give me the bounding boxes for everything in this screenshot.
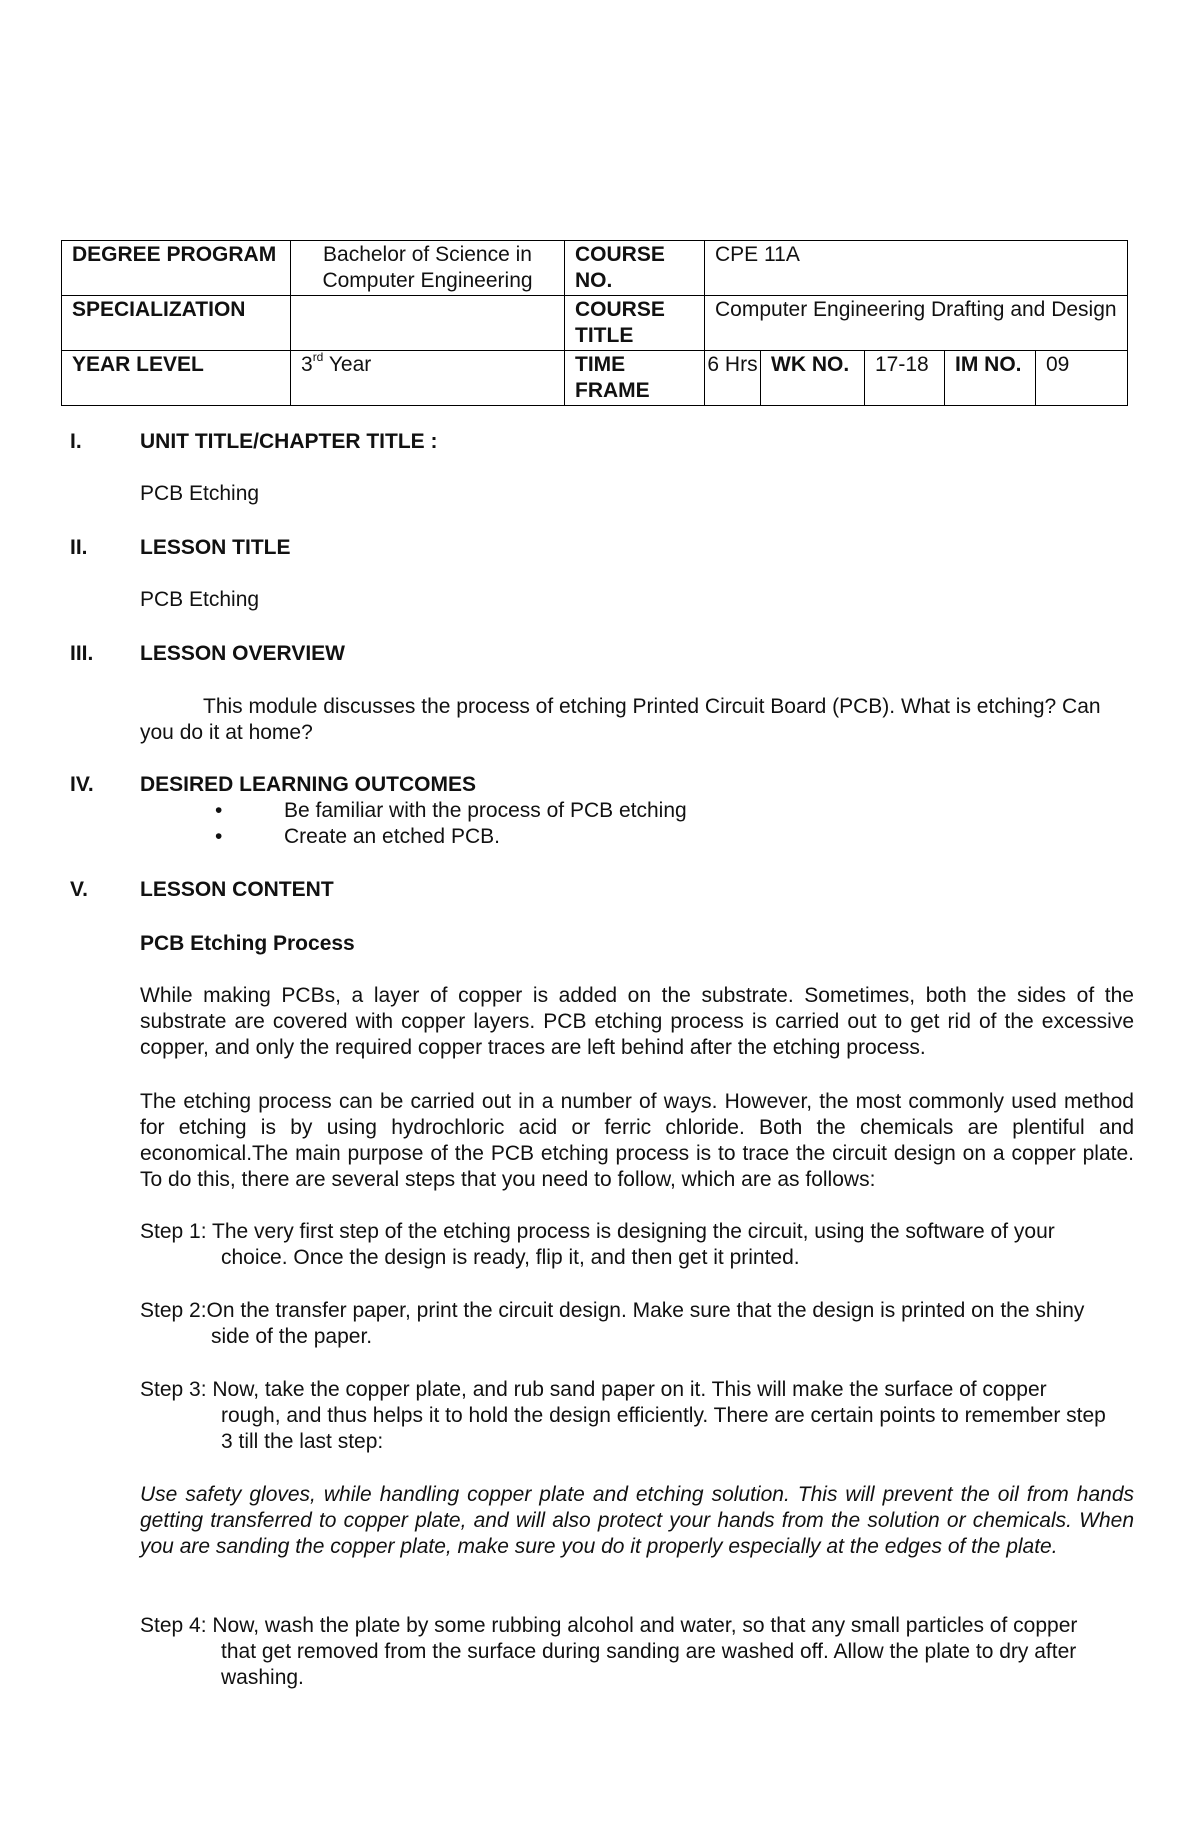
outcome-item: Be familiar with the process of PCB etching: [284, 799, 687, 822]
step-4-line-2: that get removed from the surface during sanding are washed off. Allow the plate to dry after: [221, 1640, 1077, 1663]
step-4-line-3: washing.: [221, 1666, 304, 1689]
section-2-number: II.: [70, 536, 88, 559]
step-3-line-2: rough, and thus helps it to hold the design efficiently. There are certain points to remember step: [221, 1404, 1106, 1427]
course-no-label: COURSE NO.: [565, 241, 705, 296]
year-level-value: [291, 351, 565, 406]
course-title-value: Computer Engineering Drafting and Design: [705, 296, 1128, 351]
course-info-table: [61, 240, 1128, 406]
specialization-label: SPECIALIZATION: [62, 296, 291, 351]
section-5-number: V.: [70, 878, 88, 901]
year-level-number: 3: [301, 353, 313, 376]
year-level-label: YEAR LEVEL: [62, 351, 291, 406]
im-no-value: 09: [1036, 351, 1128, 406]
step-3-line-1: Step 3: Now, take the copper plate, and rub sand paper on it. This will make the surface of copper: [140, 1378, 1047, 1401]
content-paragraph-2: The etching process can be carried out in a number of ways. However, the most commonly used method for etching is by using hydrochloric acid or ferric chloride. Both the chemicals are plentiful and economical.The main purpose of the PCB etching process is to trace the circuit design on a copper plate. To do this, there are several steps that you need to follow, which are as follows:: [140, 1090, 1134, 1191]
time-frame-label: TIME FRAME: [565, 351, 705, 406]
course-no-value: CPE 11A: [705, 241, 1128, 296]
step-2-line-2: side of the paper.: [211, 1325, 373, 1348]
step-1-line-1: Step 1: The very first step of the etching process is designing the circuit, using the software of your: [140, 1220, 1055, 1243]
section-4-title: DESIRED LEARNING OUTCOMES: [140, 773, 477, 796]
step-3-line-3: 3 till the last step:: [221, 1430, 384, 1453]
section-1-body: PCB Etching: [140, 482, 260, 505]
step-1-line-2: choice. Once the design is ready, flip it, and then get it printed.: [221, 1246, 800, 1269]
degree-program-value: Bachelor of Science in Computer Engineering: [291, 241, 565, 296]
outcome-item: Create an etched PCB.: [284, 825, 500, 848]
degree-program-label: DEGREE PROGRAM: [62, 241, 291, 296]
step-2-line-1: Step 2:On the transfer paper, print the circuit design. Make sure that the design is printed on the shiny: [140, 1299, 1085, 1322]
section-3-body-line-2: you do it at home?: [140, 721, 313, 744]
content-subheading: PCB Etching Process: [140, 932, 355, 955]
time-frame-value: 6 Hrs: [705, 351, 761, 406]
section-3-body-line-1: This module discusses the process of etching Printed Circuit Board (PCB). What is etching? Can: [203, 695, 1101, 718]
course-title-label: COURSE TITLE: [565, 296, 705, 351]
safety-note-paragraph: Use safety gloves, while handling copper plate and etching solution. This will prevent the oil from hands getting transferred to copper plate, and will also protect your hands from the solution or chemicals. When you are sanding the copper plate, make sure you do it properly especially at the edges of the plate.: [140, 1483, 1134, 1558]
specialization-value: [291, 296, 565, 351]
wk-no-value: 17-18: [865, 351, 945, 406]
section-2-body: PCB Etching: [140, 588, 260, 611]
section-5-title: LESSON CONTENT: [140, 878, 334, 901]
wk-no-label: WK NO.: [761, 351, 865, 406]
im-no-label: IM NO.: [945, 351, 1036, 406]
content-paragraph-1: While making PCBs, a layer of copper is added on the substrate. Sometimes, both the sides of the substrate are covered with copper layers. PCB etching process is carried out to get rid of the excessive copper, and only the required copper traces are left behind after the etching process.: [140, 984, 1134, 1059]
section-3-title: LESSON OVERVIEW: [140, 642, 345, 665]
section-1-title: UNIT TITLE/CHAPTER TITLE :: [140, 430, 438, 453]
section-2-title: LESSON TITLE: [140, 536, 291, 559]
year-level-suffix: rd: [312, 350, 324, 364]
step-4-line-1: Step 4: Now, wash the plate by some rubbing alcohol and water, so that any small particles of copper: [140, 1614, 1078, 1637]
section-1-number: I.: [70, 430, 82, 453]
section-4-number: IV.: [70, 773, 94, 796]
year-level-word: Year: [323, 353, 372, 376]
section-3-number: III.: [70, 642, 94, 665]
bullet-icon: •: [215, 799, 223, 822]
bullet-icon: •: [215, 825, 223, 848]
